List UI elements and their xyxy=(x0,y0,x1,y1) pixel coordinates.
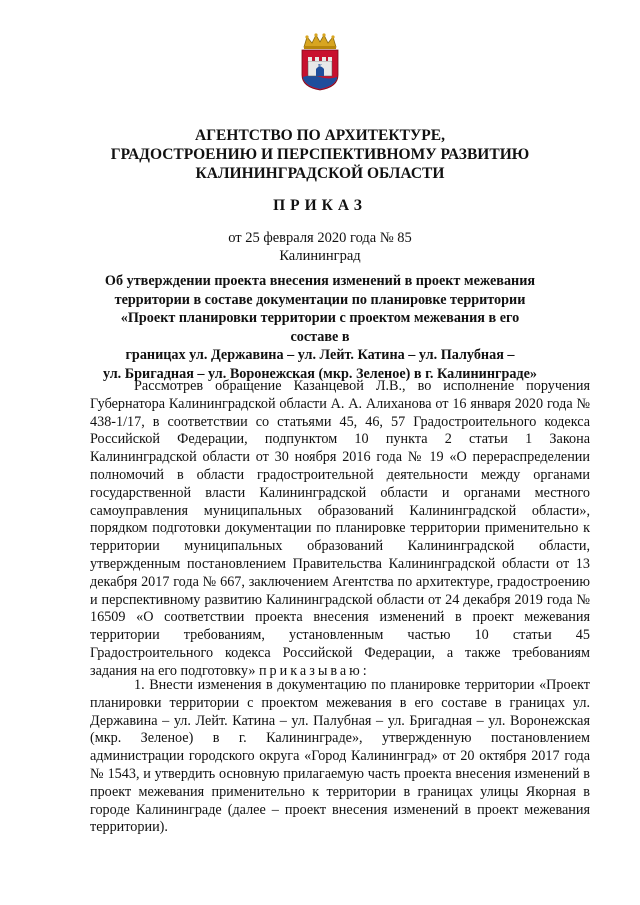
document-subject xyxy=(100,272,540,383)
document-meta xyxy=(0,229,640,265)
svg-text:E: E xyxy=(317,64,323,70)
subject-line4: границах ул. Державина – ул. Лейт. Катина – ул. Палубная – xyxy=(125,347,515,363)
document-date-number: от 25 февраля 2020 года № 85 xyxy=(228,230,412,246)
body-paragraph-item-1: 1. Внести изменения в документацию по планировке территории «Проект планировки территории с проектом межевания в его составе в границах ул. Державина – ул. Лейт. Катина – ул. Палубная – ул. Бригадная – ул. Воронежская (мкр. Зеленое) в г. Калининграде», утвержденную постановлением администрации городского округа «Город Калининград» от 20 октября 2017 года № 1543, и утвердить основную прилагаемую часть проекта внесения изменений в проект межевания применительно к территории в границах улицы Якорная в городе Калининграде (далее – проект внесения изменений в проект межевания территории). xyxy=(90,677,590,836)
subject-line2: территории в составе документации по планировке территории xyxy=(114,291,526,308)
subject-line5: ул. Бригадная – ул. Воронежская (мкр. Зеленое) в г. Калининграде» xyxy=(102,365,538,382)
agency-name-line1: АГЕНТСТВО ПО АРХИТЕКТУРЕ, xyxy=(195,127,445,144)
subject-line3: «Проект планировки территории с проектом межевания в его составе в xyxy=(120,310,520,345)
kaliningrad-coat-of-arms-icon xyxy=(298,33,342,91)
document-city: Калининград xyxy=(279,248,361,264)
order-phrase: приказываю: xyxy=(258,662,370,679)
subject-line1: Об утверждении проекта внесения изменений в проект межевания xyxy=(104,273,536,289)
agency-name-line2: ГРАДОСТРОЕНИЮ И ПЕРСПЕКТИВНОМУ РАЗВИТИЮ xyxy=(110,146,530,163)
preamble-text: Рассмотрев обращение Казанцевой Л.В., во исполнение поручения Губернатора Калининградской области А. А. Алиханова от 16 января 2020 года № 438-1/17, в соответствии со статьями 45, 46, 57 Градостроительного кодекса Российской Федерации, подпунктом 10 пункта 2 статьи 1 Закона Калининградской области от 30 ноября 2016 года № 19 «О перераспределении полномочий в области градостроительной деятельности между органами государственной власти Калининградской области и органами местного самоуправления муниципальных образований Калининградской области», порядком подготовки документации по планировке территории применительно к территории муниципальных образований Калининградской области, утвержденным постановлением Правительства Калининградской области от 13 декабря 2017 года № 667, заключением Агентства по архитектуре, градостроению и перспективному развитию Калининградской области от 24 декабря 2019 года № 16509 «О соответствии проекта внесения изменений в проект межевания территории требованиям, установленным частью 10 статьи 45 Градостроительного кодекса Российской Федерации, а также требованиям задания на его подготовку» xyxy=(90,378,590,679)
agency-name xyxy=(0,126,640,183)
body-paragraph-preamble xyxy=(90,378,590,681)
agency-name-line3: КАЛИНИНГРАДСКОЙ ОБЛАСТИ xyxy=(195,165,445,182)
document-type-title: ПРИКАЗ xyxy=(273,197,367,214)
